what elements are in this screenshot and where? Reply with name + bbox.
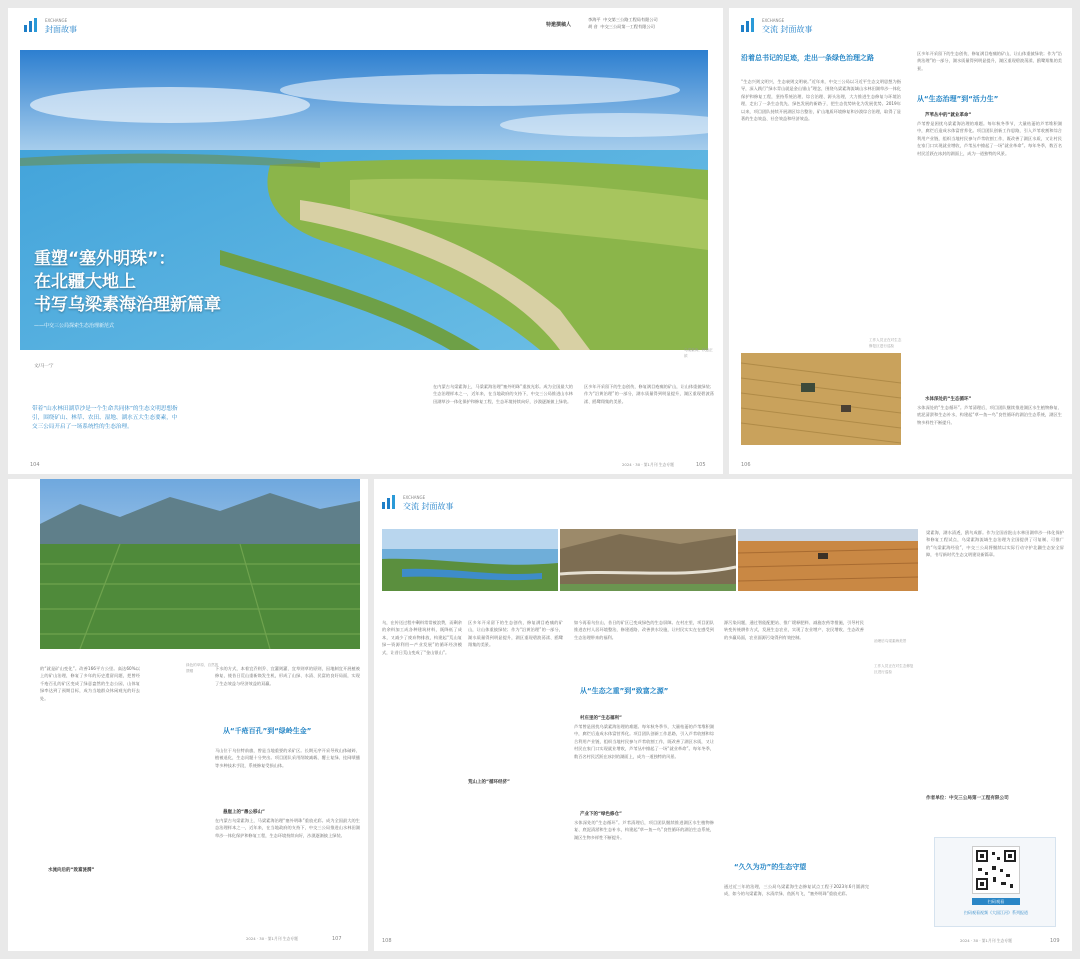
body-paragraph: 下水的方式，本着宜乔则乔、宜灌则灌、宜草则草的原则，因地制宜开展植被修复，使昔日荒山重新焕发生机，形成了山绿、水清、民富的良好局面，实现了生态效益与经济效益的双赢。 <box>215 666 360 686</box>
page-number: 108 <box>382 938 392 944</box>
subheading: 水体深处的“生态循环” <box>925 397 972 402</box>
body-paragraph: 如今再看乌拉山，昔日的矿区已变成绿色的生态屏障。在村庄里，项目团队推进农村人居环境整治，修建道路、改善供水设施，让村民实实在在感受到生态治理带来的福利。 <box>574 620 714 640</box>
column-header <box>382 493 454 511</box>
page-number: 104 <box>30 462 40 468</box>
body-paragraph: “生态兴则文明兴，生态衰则文明衰。”近年来，中交三公局以习近平生态文明思想为指导，深入践行“绿水青山就是金山银山”理念，围绕乌梁素海流域山水林田湖草沙一体化保护和修复工程，坚持系统治理、综合治理、源头治理，大力推进生态修复与环境治理，走出了一条生态优先、绿色发展的新路子，把生态优势转化为发展优势。2019年以来，项目团队持续开展湖区综合整治，矿山地质环境修复和沙漠综合治理，取得了显著的生态效益、社会效益和经济效益。 <box>741 79 901 122</box>
page-108-109 <box>374 479 1072 951</box>
subheading: 悬崖上的“愚公移山” <box>223 810 265 815</box>
body-paragraph: 在内蒙古乌梁素海上，马梁素海治理“塞外明珠”重放光彩。成为全国最大的生态治理样本之一，近年来，在当地政府的支持下，中交三公局推进山水林田湖草沙一体化保护和修复工程，生态环境持续向好，沙漠逐渐披上绿装。 <box>215 818 360 838</box>
body-paragraph: 区多年开采留下的生态创伤，修复满目疮痍的矿山，让山体重披绿装；作为“沿黄治理”的一部分，湖水质量得到明显提升，湖区重现碧波荡漾、鸥鹭翔集的美景。 <box>468 620 563 648</box>
footer-text: 2024 · 30 · 第1月刊 生态专题 <box>246 936 298 941</box>
column-name: EXCHANGE 交流 封面故事 <box>762 18 813 34</box>
body-paragraph: 马山位于乌拉特前旗，曾是当地重要的采矿区。长期无序开采导致山体破碎、植被退化，生态问题十分突出。项目团队采用削坡减载、覆土复绿、挂网喷播等多种技术手段，系统修复受损山体。 <box>215 748 360 768</box>
photo-field-ploughing <box>738 529 918 591</box>
body-paragraph: 水体深处的“生态循环”。芦苇清理后，项目团队继续推进湖区水生植物修复、底泥清淤和生态补水，构建起“草—鱼—鸟”良性循环的湖泊生态系统，湖区生物多样性不断提升。 <box>917 405 1062 425</box>
page-106 <box>729 8 1072 474</box>
photo-reed-field <box>741 353 901 445</box>
section-heading: 从“生态治理”到“活力生” <box>917 95 999 103</box>
author-label: 特邀撰稿人 <box>546 22 572 28</box>
page-number: 107 <box>332 936 342 942</box>
subheading: 芦苇丛中的“就业革命” <box>925 113 972 118</box>
photo-green-plain <box>40 479 360 649</box>
qr-box <box>934 837 1056 927</box>
footer-text: 2024 · 30 · 第1月刊 生态专题 <box>622 462 674 467</box>
body-paragraph: 源污染问题，通过智能配肥站、推广缓释肥料、减施农药等措施，引导村民转变传统耕作方式，发展生态农业，实现了农业增产、农民增收、生态改善的多赢局面，农业面源污染得到有效控制。 <box>724 620 864 640</box>
column-header <box>741 16 813 34</box>
column-name: EXCHANGE 封面故事 <box>45 18 77 34</box>
byline: 文/马一宁 <box>34 364 54 369</box>
magazine-logo-icon <box>741 18 757 32</box>
body-paragraph: 水体深处的“生态循环”。芦苇清理后，项目团队继续推进湖区水生植物修复、底泥清淤和生态补水，构建起“草—鱼—鸟”良性循环的湖泊生态系统，湖区生物多样性不断提升。 <box>574 820 714 840</box>
section-heading: 沿着总书记的足迹，走出一条绿色治理之路 <box>741 54 874 62</box>
photo-caption: 乌梁素海，秋意正浓 <box>684 348 713 358</box>
author-block: 李海平 中交第三公路工程局有限公司 胡 音 中交三公局第一工程有限公司 <box>588 17 658 29</box>
footer-text: 2024 · 30 · 第1月刊 生态专题 <box>960 938 1012 943</box>
body-paragraph: 梁素海，湖水清透，鸥鸟成群。作为全国首批山水林田湖草沙一体化保护和修复工程试点，乌梁素海流域生态治理为全国提供了可复制、可推广的“乌梁素海经验”，中交三公局将继续以实际行动守护北疆生态安全屏障，书写新时代生态文明建设新篇章。 <box>926 530 1064 558</box>
photo-caption: 工作人员正在对生态修复区进行巡检 <box>874 664 914 674</box>
photo-mountain-road <box>560 529 736 591</box>
body-paragraph: 区多年开采留下的生态创伤，修复满目疮痍的矿山，让山体重披绿装；作为“沿黄治理”的一部分，湖水质量得到明显提升，湖区重现碧波荡漾、鸥鹭翔集的美景。 <box>584 384 714 404</box>
body-paragraph: 通过近三年的治理，三公局乌梁素海生态修复试点工程于2023年6月圆满完成，如今的乌梁素海，水清岸绿、鱼跃鸟飞，“塞外明珠”重放光彩。 <box>724 884 869 897</box>
qr-note: 扫码观看视频《大国江河》系列报道 <box>964 910 1028 915</box>
qr-label: 扫码观看 <box>972 898 1020 905</box>
body-paragraph: 在内蒙古乌梁素海上，马梁素海治理“塞外明珠”重放光彩。成为全国最大的生态治理样本之一，近年来，在当地政府的支持下，中交三公局推进山水林田湖草沙一体化保护和修复工程，生态环境持续向好，沙漠逐渐披上绿装。 <box>433 384 573 404</box>
subheading: 产业下的“绿色修仓” <box>580 812 622 817</box>
section-heading: “久久为功”的生态守望 <box>734 863 807 871</box>
column-header <box>24 16 77 34</box>
page-107 <box>8 479 368 951</box>
body-paragraph: 芦苇曾是困扰乌梁素海治理的难题。每年秋冬季节，大量枯萎的芦苇堆积湖中，腐烂后造成水体富营养化。项目团队创新工作思路，引入芦苇收割和综合利用产业链，组织当地村民参与芦苇收割工作，既改善了湖区水质，又让村民在家门口实现就业增收，芦苇丛中掀起了一场“就业革命”。每年冬季，数百名村民活跃在冰封的湖面上，成为一道独特的风景。 <box>574 724 714 759</box>
photo-caption: 绿色的草原，自然的馈赠 <box>186 663 219 673</box>
page-number: 109 <box>1050 938 1060 944</box>
lead-paragraph: 带着“山水林田湖草沙是一个生命共同体”的生态文明思想指引，围绕矿山、林草、农田、湿地、湖水五大生态要素，中交三公局开启了一场系统性的生态治理。 <box>32 406 178 430</box>
photo-caption: 工作人员正在对生态修复区进行巡检 <box>869 338 902 348</box>
subheading: 水流向后的“致富涟漪” <box>48 868 95 873</box>
body-paragraph: 乌，在传送过程中剩料常常被浪费，而剩余的余料加工成各种建筑材料，既降低了成本，又减少了废弃物排放，构建起“荒山复绿—资源利用—产业发展”的循环经济模式，让昔日荒山变成了“金山银山”。 <box>382 620 462 655</box>
body-paragraph: 的“就是矿山变化”。改善166平方公里。高达60%以上的矿山治理，修复了多年的历史遗留问题，把曾经千疮百孔的矿区变成了绿意盎然的生态公园，山体复绿率达到了预期目标，成为当地群众休闲观光的好去处。 <box>40 666 140 701</box>
body-paragraph: 芦苇曾是困扰乌梁素海治理的难题。每年秋冬季节，大量枯萎的芦苇堆积湖中，腐烂后造成水体富营养化。项目团队创新工作思路，引入芦苇收割和综合利用产业链，组织当地村民参与芦苇收割工作，既改善了湖区水质，又让村民在家门口实现就业增收，芦苇丛中掀起了一场“就业革命”。每年冬季，数百名村民活跃在冰封的湖面上，成为一道独特的风景。 <box>917 121 1062 156</box>
article-title: 重塑“塞外明珠”： 在北疆大地上 书写乌梁素海治理新篇章 <box>34 249 221 315</box>
article-subtitle: ——中交三公局探索生态治理新范式 <box>34 323 115 329</box>
subheading: 荒山上的“循环经济” <box>468 780 510 785</box>
qr-code-icon[interactable] <box>972 846 1020 894</box>
magazine-logo-icon <box>382 495 398 509</box>
section-heading: 从“生态之重”到“致富之源” <box>580 687 669 695</box>
magazine-logo-icon <box>24 18 40 32</box>
author-unit: 作者单位：中交三公局第一工程有限公司 <box>926 796 1009 801</box>
photo-river-aerial <box>382 529 558 591</box>
page-number: 105 <box>696 462 706 468</box>
body-paragraph: 区多年开采留下的生态创伤，修复满目疮痍的矿山，让山体重披绿装；作为“沿黄治理”的一部分，湖水质量得到明显提升，湖区重现碧波荡漾、鸥鹭翔集的美景。 <box>917 51 1062 71</box>
photo-caption: 治理后乌梁素海美景 <box>874 639 907 643</box>
subheading: 村庄里的“生态福利” <box>580 716 622 721</box>
page-number: 106 <box>741 462 751 468</box>
column-name: EXCHANGE 交流 封面故事 <box>403 495 454 511</box>
page-104-105 <box>8 8 723 474</box>
section-heading: 从“千疮百孔”到“绿岭生金” <box>223 727 312 735</box>
